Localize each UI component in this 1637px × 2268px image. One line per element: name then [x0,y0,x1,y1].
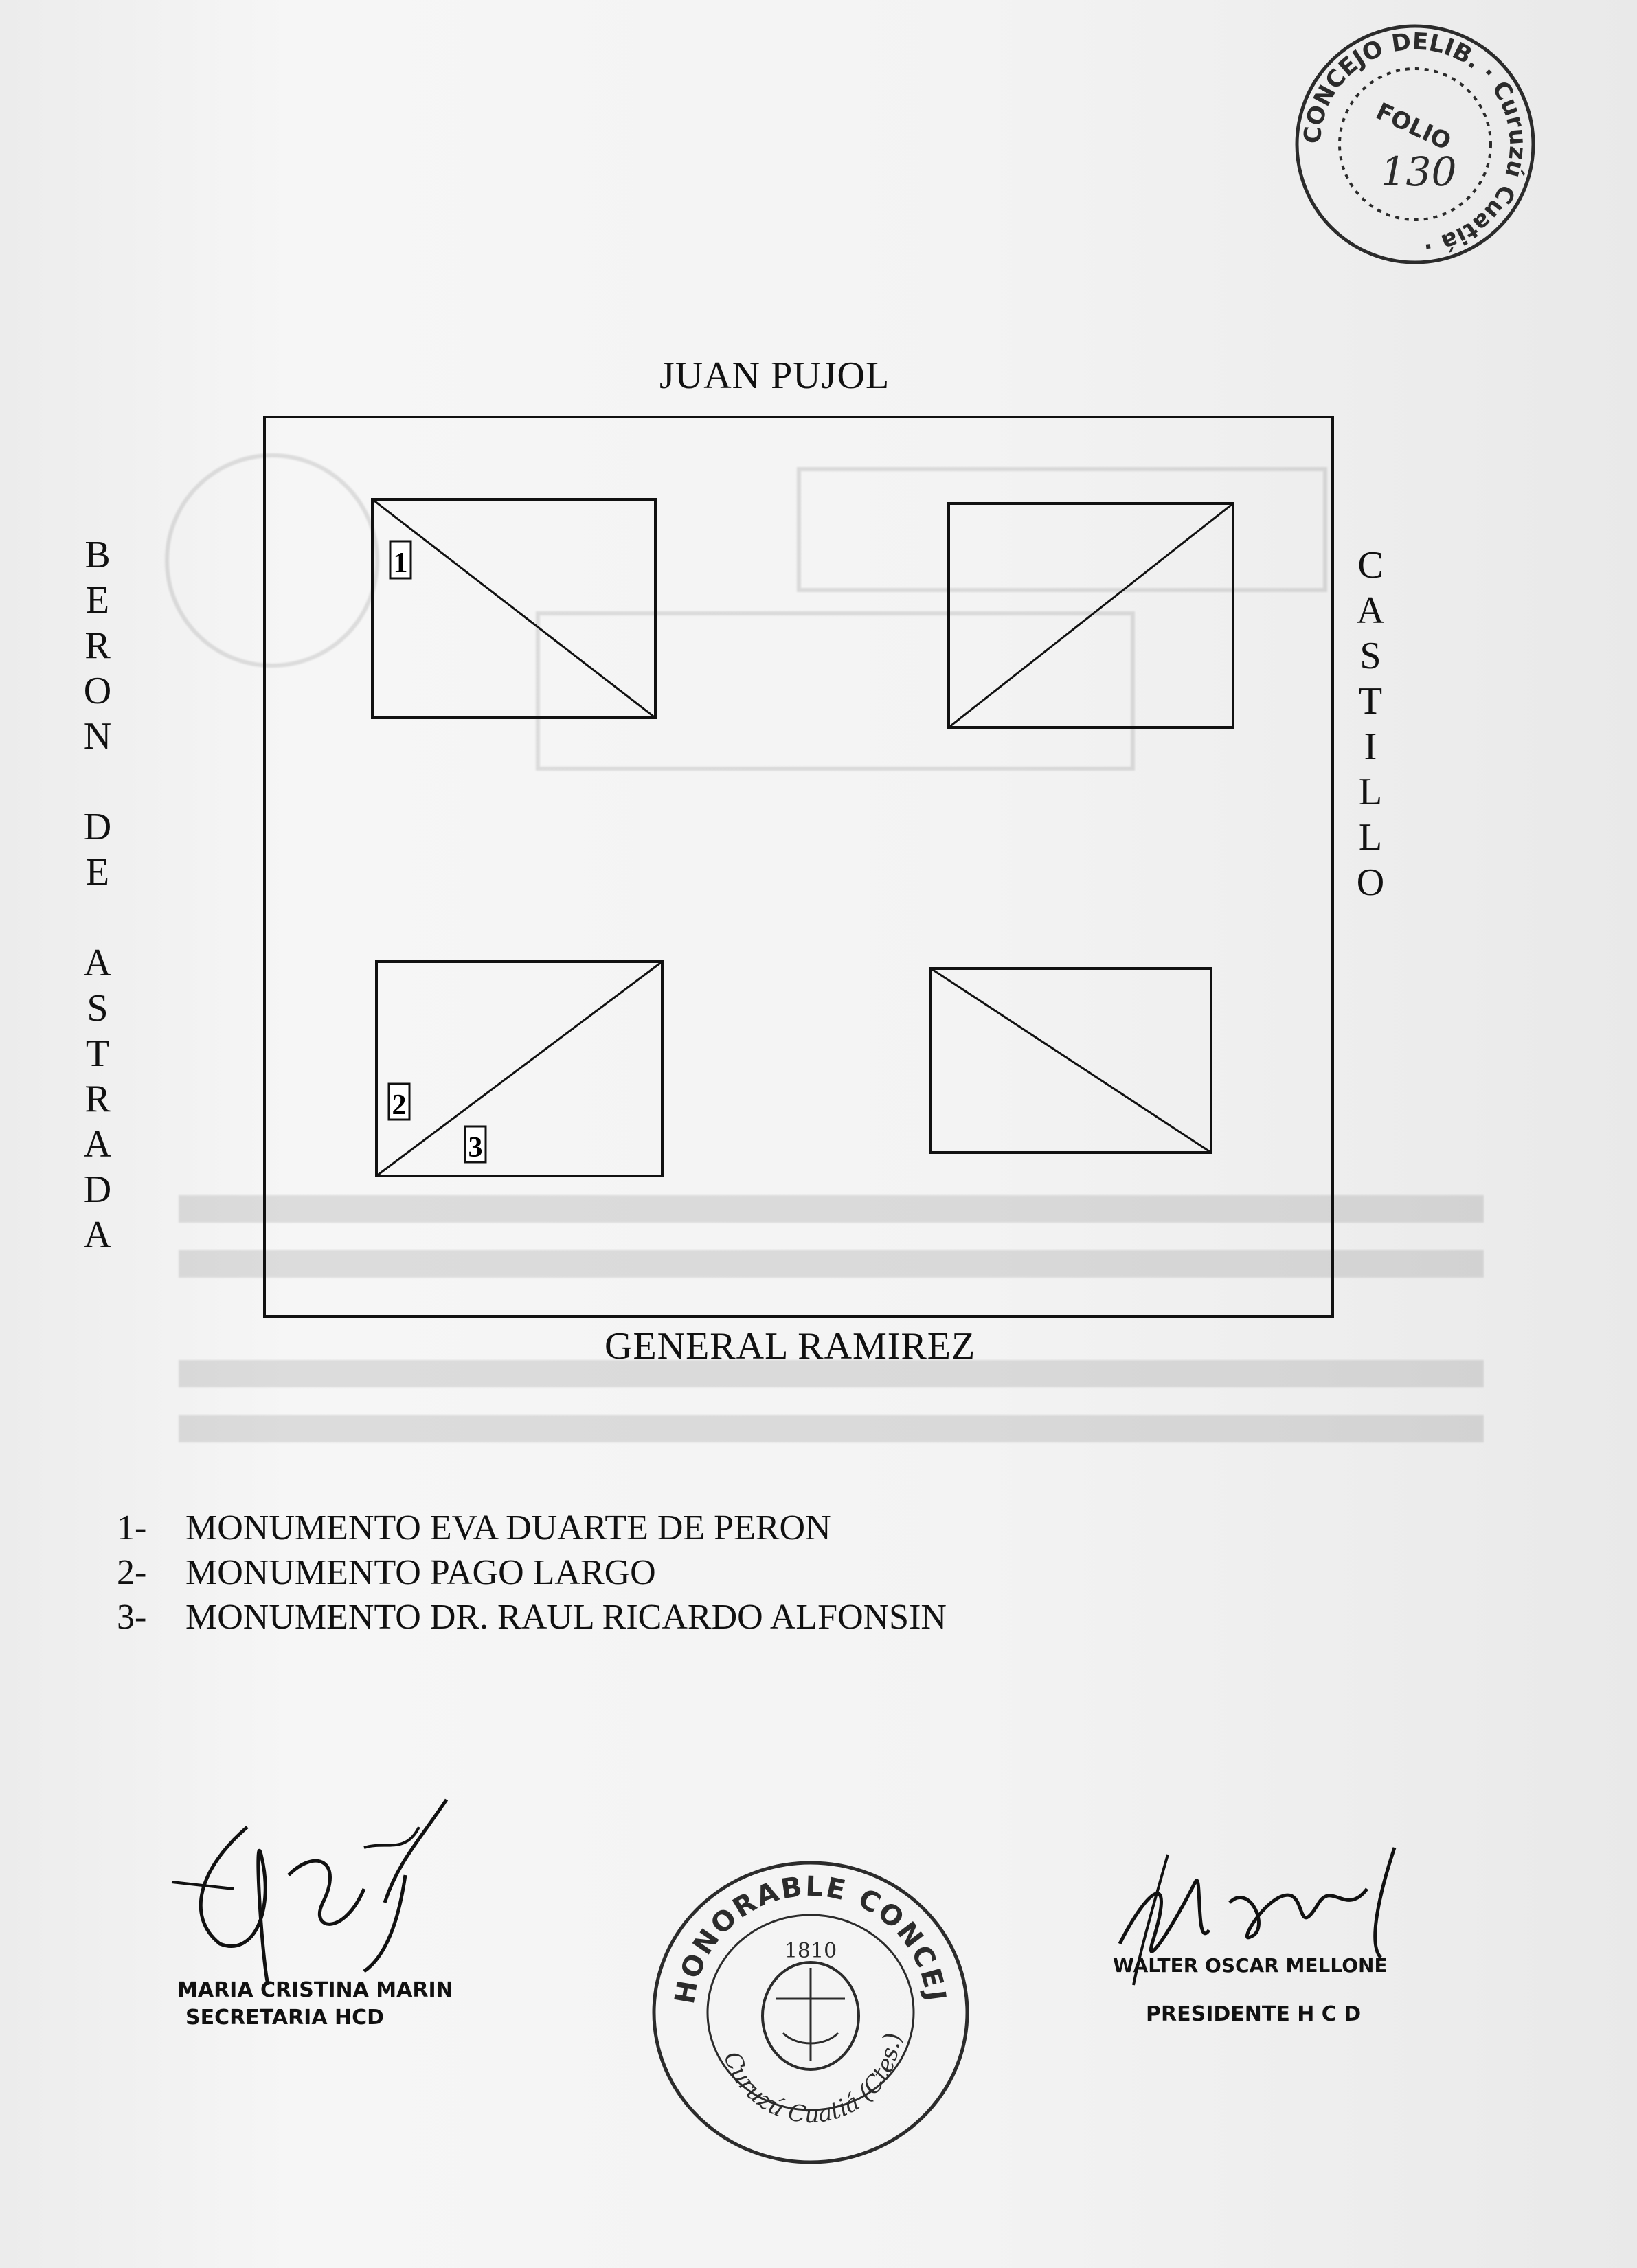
street-right-letter: C [1357,544,1384,587]
svg-text:CONCEJO DELIB. · Curuzú Cuatiá: CONCEJO DELIB. · Curuzú Cuatiá · [1298,27,1532,260]
president-name: WALTER OSCAR MELLONE [1113,1954,1388,1977]
marker-2 [389,1084,409,1121]
street-left-letter: T [85,1032,110,1075]
marker-1 [390,541,411,579]
street-left-letter: B [84,534,111,576]
legend-item [117,1508,831,1548]
street-bottom-label: GENERAL RAMIREZ [605,1325,976,1368]
president-title: PRESIDENTE H C D [1146,2002,1362,2026]
legend-number: 3- [117,1598,147,1637]
street-right-letter: O [1356,861,1385,904]
street-right-letter: S [1359,635,1381,677]
legend-number: 2- [117,1553,147,1592]
svg-text:1810: 1810 [784,1939,837,1963]
street-left-letter: O [83,670,112,712]
street-left-letter: E [85,851,110,894]
street-left-letter: R [84,624,111,667]
signature-left [158,1786,515,1992]
street-right-letter: I [1364,725,1377,768]
svg-text:2: 2 [392,1089,407,1121]
street-right-letter: L [1358,771,1383,813]
street-right-letter: L [1358,816,1383,859]
svg-text:HONORABLE CONCEJO DELIBERANTE: HONORABLE CONCEJ [668,1870,952,2006]
svg-text:FOLIO: FOLIO [1371,98,1456,157]
street-left-letter: D [83,1168,112,1211]
street-top-label: JUAN PUJOL [659,354,890,397]
street-left-letter: E [85,579,110,622]
street-left-letter: A [83,1123,112,1166]
legend-text: MONUMENTO PAGO LARGO [185,1553,656,1592]
svg-text:1: 1 [393,547,408,579]
official-seal [646,1855,975,2170]
secretary-name: MARIA CRISTINA MARIN [177,1978,453,2002]
legend-item [117,1597,947,1637]
street-right-letter: A [1356,589,1385,632]
svg-text:130: 130 [1380,148,1457,195]
marker-3 [465,1126,486,1164]
street-left-letter: A [83,942,112,984]
svg-text:3: 3 [468,1132,483,1164]
street-left-letter: R [84,1078,111,1120]
secretary-title: SECRETARIA HCD [185,2006,385,2030]
street-left-letter: A [83,1214,112,1256]
svg-text:Curuzú Cuatiá (Ctes.): Curuzú Cuatiá (Ctes.) [718,2032,907,2129]
street-left-letter: S [87,987,109,1030]
seal-graphic [646,1855,975,2170]
street-left-letter: N [83,715,112,758]
legend-text: MONUMENTO EVA DUARTE DE PERON [185,1508,831,1547]
legend-number: 1- [117,1508,147,1547]
street-right-letter: T [1358,680,1383,723]
legend-text: MONUMENTO DR. RAUL RICARDO ALFONSIN [185,1598,947,1637]
street-left-letter: D [83,806,112,848]
legend-item [117,1552,656,1593]
